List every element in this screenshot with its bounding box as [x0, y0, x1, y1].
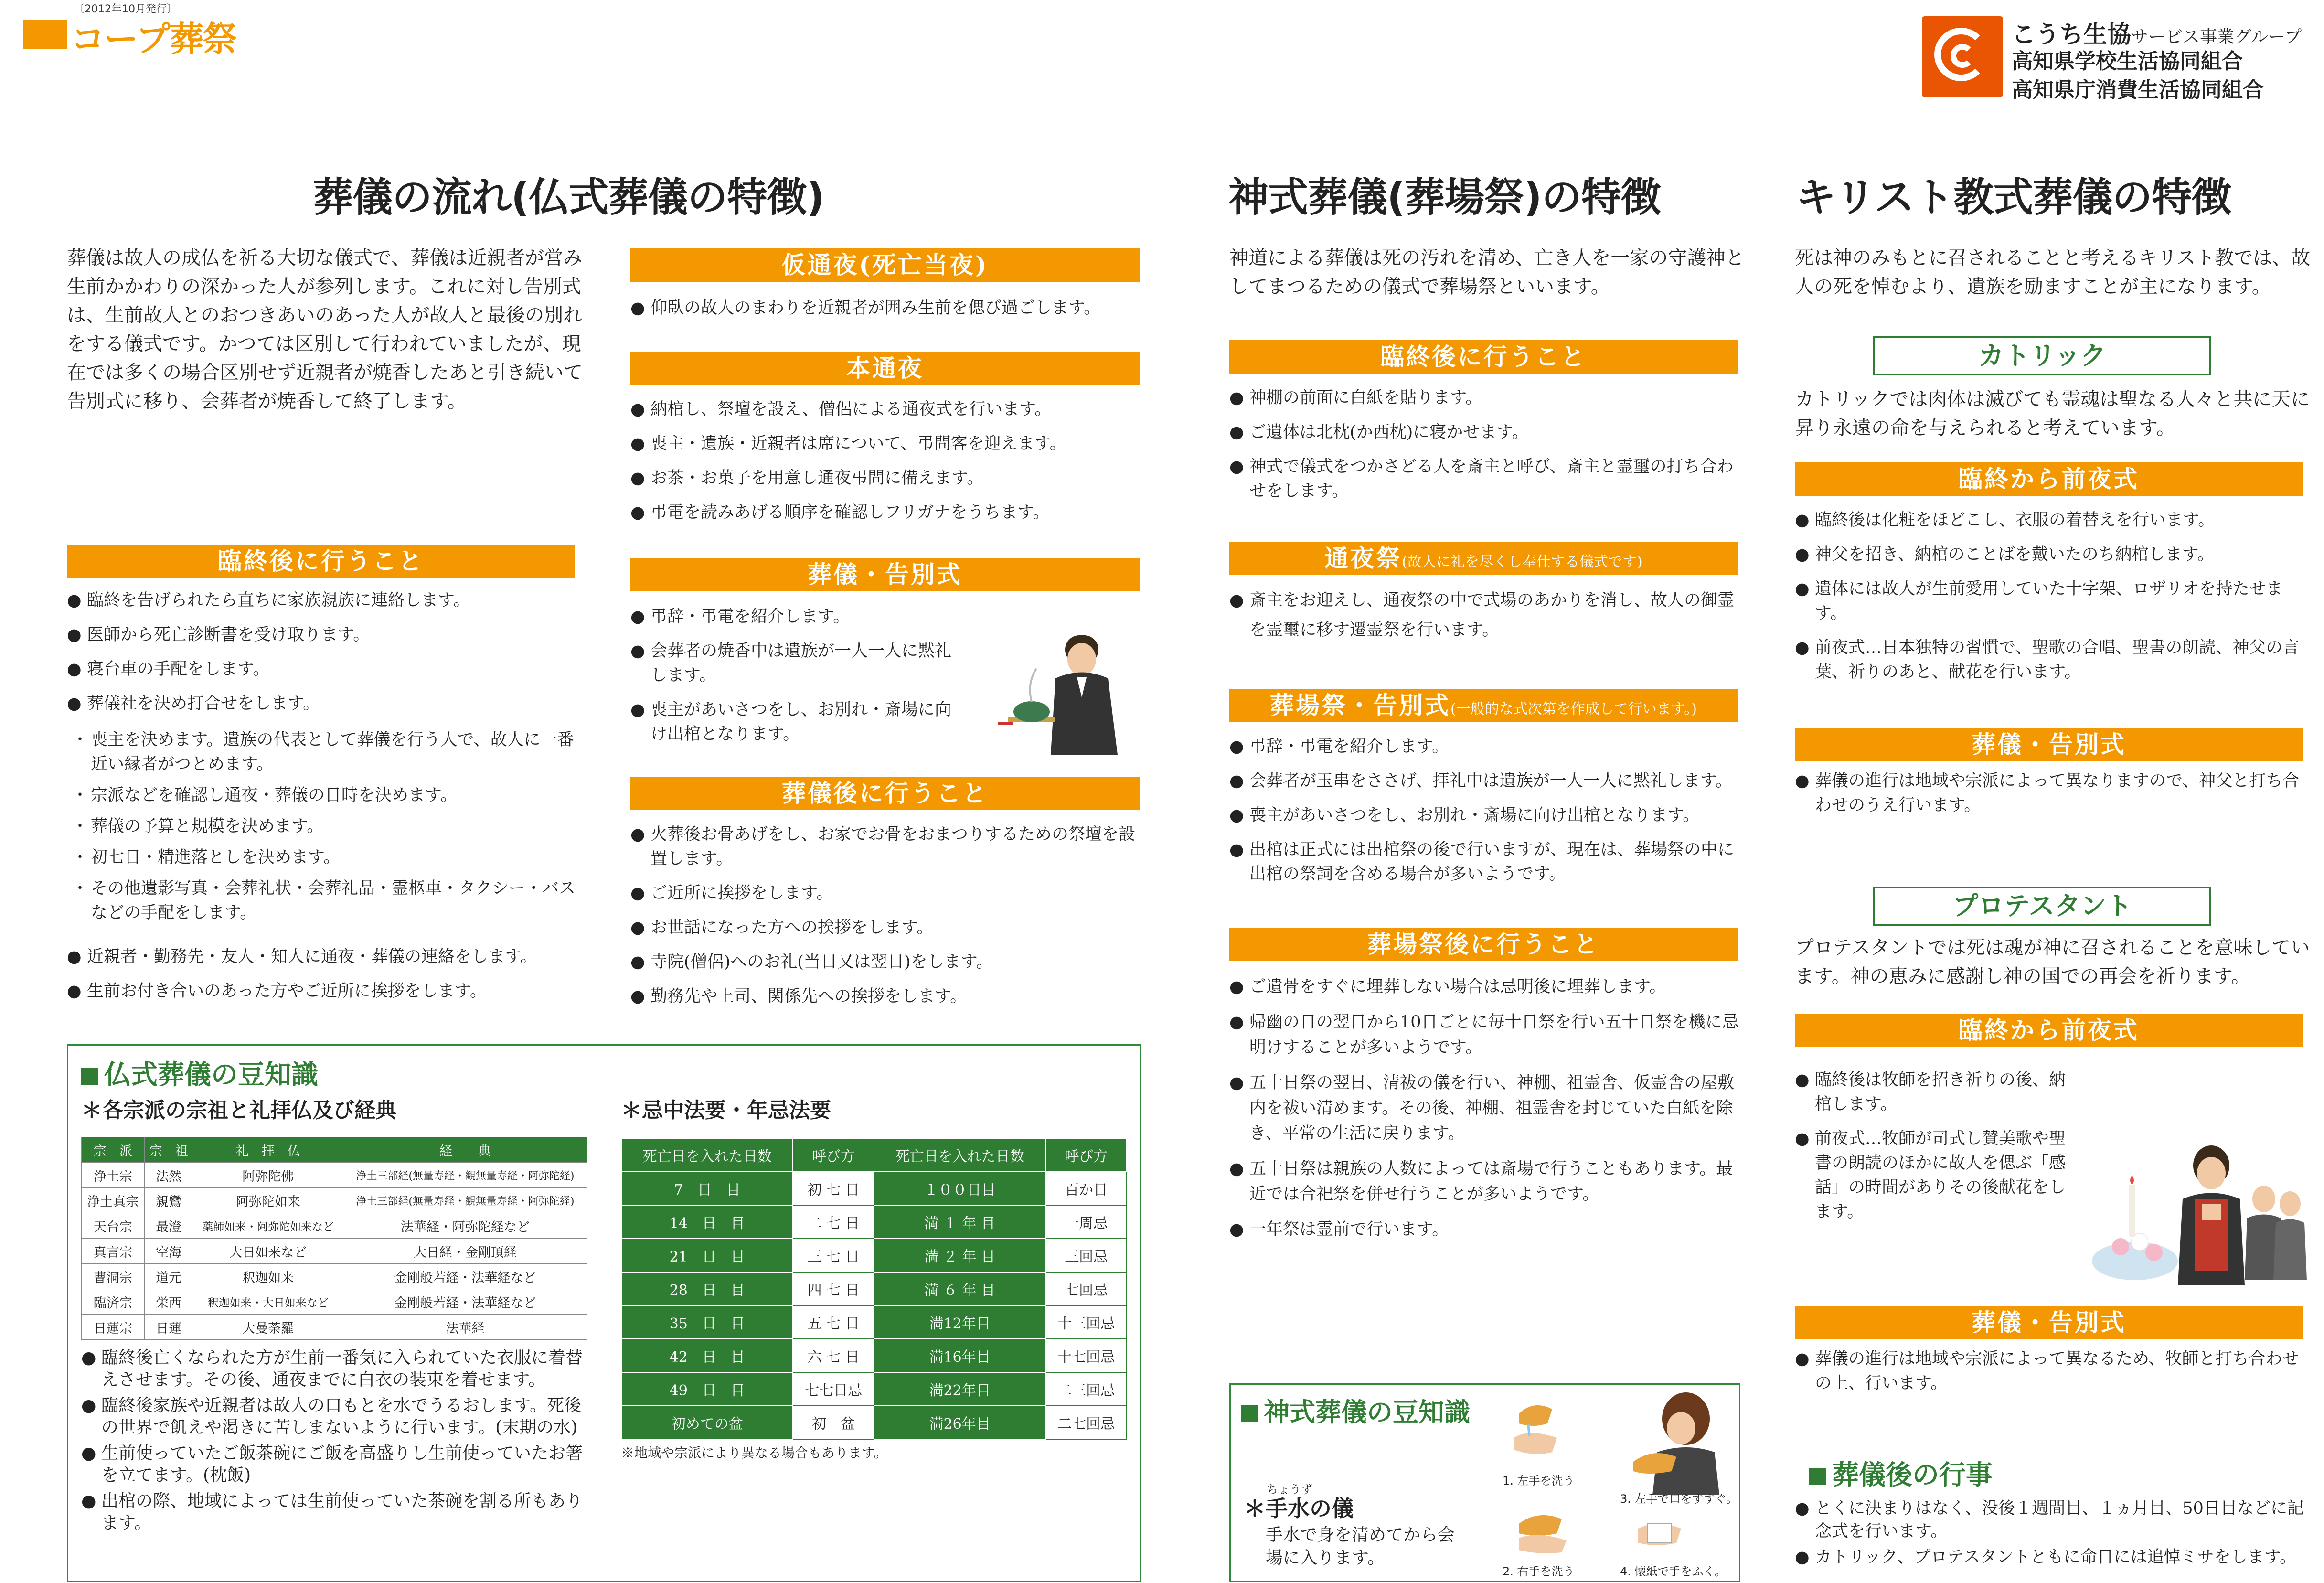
list-item: ● 出棺は正式には出棺祭の後で行いますが、現在は、葬場祭の中に出棺の祭詞を含める場合が多いようです。	[1229, 838, 1745, 887]
list-item: ・ その他遺影写真・会葬礼状・会葬礼品・霊柩車・タクシー・バスなどの手配をします。	[72, 877, 583, 925]
table-header: 呼び方	[793, 1138, 874, 1172]
table-row	[621, 1372, 1127, 1406]
table-cell: 五 七 日	[793, 1305, 874, 1339]
list-item: ● 葬儀社を決め打合せをします。	[67, 692, 583, 716]
sojosai-heading: 葬場祭・告別式(一般的な式次第を作成して行います。)	[1229, 689, 1738, 722]
table-cell: 曹洞宗	[82, 1264, 145, 1289]
list-item: ● 仰臥の故人のまわりを近親者が囲み生前を偲び過ごします。	[630, 296, 1151, 321]
list-item: ● 喪主があいさつをし、お別れ・斎場に向け出棺となります。	[1229, 803, 1745, 828]
catholic-funeral-heading: 葬儀・告別式	[1795, 728, 2303, 761]
list-item: ● カトリック、プロテスタントともに命日には追悼ミサをします。	[1795, 1546, 2311, 1569]
protestant-text: プロテスタントでは死は魂が神に召されることを意味しています。神の恵みに感謝し神の国での再会を祈ります。	[1795, 937, 2310, 987]
table-cell: 法華経・阿弥陀経など	[343, 1213, 587, 1239]
list-item: ● 火葬後お骨あげをし、お家でお骨をおまつりするための祭壇を設置します。	[630, 823, 1151, 871]
tsuyasai-list	[1229, 586, 1745, 655]
table-cell: 満12年目	[874, 1305, 1045, 1339]
step-caption: 1. 左手を洗う	[1503, 1474, 1575, 1487]
table-cell: 七回忌	[1045, 1272, 1127, 1305]
table-row	[621, 1239, 1127, 1272]
list-item: ・ 初七日・精進落としを決めます。	[72, 845, 583, 870]
list-item: ● 臨終後は牧師を招き祈りの後、納棺します。	[1795, 1068, 2072, 1117]
table-cell: 七七日忌	[793, 1372, 874, 1406]
list-item: ● 臨終後は化粧をほどこし、衣服の着替えを行います。	[1795, 508, 2311, 533]
list-item: ● 帰幽の日の翌日から10日ごとに毎十日祭を行い五十日祭を機に忌明けすることが多いようです。	[1229, 1010, 1745, 1060]
table-row	[621, 1205, 1127, 1239]
table-cell: 浄土宗	[82, 1163, 145, 1188]
table-cell: 十三回忌	[1045, 1305, 1127, 1339]
org-name-2: 高知県学校生活協同組合	[2012, 49, 2243, 74]
table-cell: 大日如来など	[193, 1239, 343, 1264]
table-cell: 28 日 目	[621, 1272, 793, 1305]
table-cell: 42 日 目	[621, 1339, 793, 1372]
table-cell: 金剛般若経・法華経など	[343, 1289, 587, 1315]
issue-date: 〔2012年10月発行〕	[74, 3, 177, 15]
list-item: ● 遺体には故人が生前愛用していた十字架、ロザリオを持たせます。	[1795, 577, 2311, 626]
shinto-trivia-title: 神式葬儀の豆知識	[1241, 1392, 1470, 1429]
table-cell: 四 七 日	[793, 1272, 874, 1305]
table-cell: 阿弥陀如来	[193, 1188, 343, 1213]
shinto-after-list	[1229, 974, 1745, 1252]
christian-after-list	[1795, 1497, 2311, 1579]
list-item: ● 弔辞・弔電を紹介します。	[630, 605, 955, 629]
list-item: ● とくに決まりはなく、没後１週間目、１ヵ月目、50日目などに記念式を行います。	[1795, 1497, 2311, 1543]
table-row	[82, 1239, 587, 1264]
buddhist-funeral-heading: 葬儀・告別式	[630, 558, 1140, 591]
list-item: ・ 喪主を決めます。遺族の代表として葬儀を行う人で、故人に一番近い縁者がつとめます。	[72, 728, 583, 777]
sojosai-list	[1229, 735, 1745, 897]
table-cell: 金剛般若経・法華経など	[343, 1264, 587, 1289]
catholic-wake-heading: 臨終から前夜式	[1795, 462, 2303, 496]
table-row	[82, 1289, 587, 1315]
table-header: 礼 拝 仏	[193, 1137, 343, 1163]
list-item: ● 喪主・遺族・近親者は席について、弔問客を迎えます。	[630, 432, 1151, 456]
buddhist-arrangement-sublist	[72, 728, 583, 932]
table-cell: 満22年目	[874, 1372, 1045, 1406]
table-cell: 21 日 目	[621, 1239, 793, 1272]
catholic-funeral-list	[1795, 769, 2311, 828]
buddhist-after-funeral-list	[630, 823, 1151, 1019]
table-cell: 親鸞	[144, 1188, 193, 1213]
list-item: ● 勤務先や上司、関係先への挨拶をします。	[630, 984, 1151, 1009]
list-item: ● 斎主をお迎えし、通夜祭の中で式場のあかりを消し、故人の御霊を霊璽に移す遷霊祭を行います。	[1229, 586, 1745, 645]
list-item: ・ 葬儀の予算と規模を決めます。	[72, 814, 583, 839]
list-item: ● 五十日祭の翌日、清祓の儀を行い、神棚、祖霊舎、仮霊舎の屋敷内を祓い清めます。その後、神棚、祖霊舎を封じていた白紙を除き、平常の生活に戻ります。	[1229, 1070, 1745, 1146]
list-item: ● 葬儀の進行は地域や宗派によって異なるため、牧師と打ち合わせの上、行います。	[1795, 1347, 2311, 1396]
shinto-after-death-list	[1229, 386, 1745, 513]
tsuyasai-heading: 通夜祭(故人に礼を尽くし奉仕する儀式です)	[1229, 542, 1738, 575]
table-header: 宗 祖	[144, 1137, 193, 1163]
table-cell: 真言宗	[82, 1239, 145, 1264]
table-cell: 二 七 日	[793, 1205, 874, 1239]
table-row	[621, 1172, 1127, 1205]
hand-wash-right-illustration	[1509, 1505, 1576, 1557]
mourner-incense-illustration	[998, 621, 1151, 755]
table-cell: 道元	[144, 1264, 193, 1289]
hontsuya-list	[630, 397, 1151, 535]
catholic-text: カトリックでは肉体は滅びても霊魂は聖なる人々と共に天に昇り永遠の命を与えられると考えています。	[1795, 388, 2310, 439]
table-cell: 日蓮	[144, 1315, 193, 1340]
table-cell: 満 １ 年 目	[874, 1205, 1045, 1239]
hand-washing-illustration	[1500, 1395, 1576, 1471]
shinto-after-heading: 葬場祭後に行うこと	[1229, 928, 1738, 961]
table-cell: 浄土三部経(無量寿経・観無量寿経・阿弥陀経)	[343, 1188, 587, 1213]
table-cell: 14 日 目	[621, 1205, 793, 1239]
list-item: ● 生前お付き合いのあった方やご近所に挨拶をします。	[67, 979, 583, 1004]
coop-sousai-logo: コープ葬祭	[71, 19, 236, 59]
table-cell: 満16年目	[874, 1339, 1045, 1372]
sects-table-title: ＊各宗派の宗祖と礼拝仏及び経典	[81, 1098, 396, 1123]
list-item: ● 前夜式…牧師が司式し賛美歌や聖書の朗読のほかに故人を偲ぶ「感話」の時間がありその後献花をします。	[1795, 1127, 2072, 1224]
table-cell: 二三回忌	[1045, 1372, 1127, 1406]
table-cell: 満 ６ 年 目	[874, 1272, 1045, 1305]
table-cell: 大日経・金剛頂経	[343, 1239, 587, 1264]
hontsuya-heading: 本通夜	[630, 352, 1140, 385]
table-row	[82, 1264, 587, 1289]
list-item: ● ご遺体は北枕(か西枕)に寝かせます。	[1229, 420, 1745, 445]
table-header: 経 典	[343, 1137, 587, 1163]
table-cell: 35 日 目	[621, 1305, 793, 1339]
table-cell: 日蓮宗	[82, 1315, 145, 1340]
table-cell: 栄西	[144, 1289, 193, 1315]
table-cell: 初 七 日	[793, 1172, 874, 1205]
list-item: ● 会葬者が玉串をささげ、拝礼中は遺族が一人一人に黙礼します。	[1229, 769, 1745, 793]
chozu-text: 手水で身を清めてから会場に入ります。	[1266, 1525, 1455, 1568]
table-cell: 最澄	[144, 1213, 193, 1239]
wipe-hands-illustration	[1624, 1505, 1691, 1557]
table-cell: 満26年目	[874, 1406, 1045, 1439]
list-item: ● 弔辞・弔電を紹介します。	[1229, 735, 1745, 759]
list-item: ● 弔電を読みあげる順序を確認しフリガナをうちます。	[630, 501, 1151, 525]
list-item: ● 葬儀の進行は地域や宗派によって異なりますので、神父と打ち合わせのうえ行います。	[1795, 769, 2311, 818]
org-name-1: こうち生協サービス事業グループ	[2012, 21, 2302, 48]
chozu-title: ＊手水の儀	[1244, 1496, 1354, 1521]
chozu-ruby: ちょうず	[1267, 1483, 1312, 1496]
karitsuya-heading: 仮通夜(死亡当夜)	[630, 248, 1140, 282]
table-cell: 二七回忌	[1045, 1406, 1127, 1439]
table-header: 宗 派	[82, 1137, 145, 1163]
table-row	[82, 1188, 587, 1213]
list-item: ● 喪主があいさつをし、お別れ・斎場に向け出棺となります。	[630, 698, 955, 747]
memorial-table	[621, 1138, 1127, 1440]
table-cell: 浄土三部経(無量寿経・観無量寿経・阿弥陀経)	[343, 1163, 587, 1188]
table-cell: 十七回忌	[1045, 1339, 1127, 1372]
list-item: ・ 宗派などを確認し通夜・葬儀の日時を決めます。	[72, 783, 583, 808]
kochi-seikyo-logo-icon	[1922, 16, 2003, 97]
step-caption: 3. 左手で口をすすぐ。	[1620, 1492, 1738, 1506]
table-cell: 六 七 日	[793, 1339, 874, 1372]
table-cell: 三 七 日	[793, 1239, 874, 1272]
buddhist-funeral-list	[630, 605, 955, 757]
table-row	[82, 1213, 587, 1239]
protestant-funeral-heading: 葬儀・告別式	[1795, 1306, 2303, 1339]
table-header: 死亡日を入れた日数	[874, 1138, 1045, 1172]
table-cell: 初めての盆	[621, 1406, 793, 1439]
table-header: 呼び方	[1045, 1138, 1127, 1172]
protestant-funeral-list	[1795, 1347, 2311, 1406]
table-cell: １００日目	[874, 1172, 1045, 1205]
table-cell: 空海	[144, 1239, 193, 1264]
list-item: ● 寝台車の手配をします。	[67, 657, 583, 682]
table-cell: 法華経	[343, 1315, 587, 1340]
buddhist-intro: 葬儀は故人の成仏を祈る大切な儀式で、葬儀は近親者が営み生前かかわりの深かった人が参列します。これに対し告別式は、生前故人とのおつきあいのあった人が故人と最後の別れをする儀式です。かつては区別して行われていましたが、現在では多くの場合区別せず近親者が焼香したあと引き続いて告別式に移り、会葬者が焼香して終了します。	[67, 247, 583, 412]
table-cell: 三回忌	[1045, 1239, 1127, 1272]
list-item: ● 臨終後亡くなられた方が生前一番気に入られていた衣服に着替えさせます。その後、通夜までに白衣の装束を着せます。	[81, 1347, 597, 1391]
buddhist-trivia-title: 仏式葬儀の豆知識	[81, 1054, 318, 1092]
pastor-prayer-illustration	[2092, 1127, 2307, 1285]
table-cell: 大曼荼羅	[193, 1315, 343, 1340]
org-name-3: 高知県庁消費生活協同組合	[2012, 78, 2264, 102]
list-item: ● 前夜式…日本独特の習慣で、聖歌の合唱、聖書の朗読、神父の言葉、祈りのあと、献花を行います。	[1795, 636, 2311, 685]
buddhist-after-death-list	[67, 588, 583, 718]
protestant-wake-list	[1795, 1068, 2072, 1234]
list-item: ● 一年祭は霊前で行います。	[1229, 1217, 1745, 1242]
table-cell: 阿弥陀佛	[193, 1163, 343, 1188]
christian-after-title: 葬儀後の行事	[1809, 1454, 1993, 1492]
table-row	[621, 1339, 1127, 1372]
buddhist-after-funeral-heading: 葬儀後に行うこと	[630, 777, 1140, 810]
table-cell: 百か日	[1045, 1172, 1127, 1205]
list-item: ● ご近所に挨拶をします。	[630, 881, 1151, 906]
list-item: ● 臨終を告げられたら直ちに家族親族に連絡します。	[67, 588, 583, 613]
shinto-intro: 神道による葬儀は死の汚れを清め、亡き人を一家の守護神としてまつるための儀式で葬場祭といいます。	[1229, 247, 1745, 298]
table-row	[621, 1272, 1127, 1305]
table-row	[82, 1315, 587, 1340]
table-cell: 法然	[144, 1163, 193, 1188]
mouth-rinse-illustration	[1614, 1390, 1729, 1495]
buddhist-after-death-list-2	[67, 945, 583, 1014]
shinto-after-death-heading: 臨終後に行うこと	[1229, 340, 1738, 374]
table-cell: 薬師如来・阿弥陀如来など	[193, 1213, 343, 1239]
table-cell: 浄土真宗	[82, 1188, 145, 1213]
table-cell: 釈迦如来・大日如来など	[193, 1289, 343, 1315]
list-item: ● お茶・お菓子を用意し通夜弔問に備えます。	[630, 466, 1151, 491]
table-cell: 天台宗	[82, 1213, 145, 1239]
list-item: ● 生前使っていたご飯茶碗にご飯を高盛りし生前使っていたお箸を立てます。(枕飯)	[81, 1443, 597, 1487]
list-item: ● 五十日祭は親族の人数によっては斎場で行うこともあります。最近では合祀祭を併せ行うことが多いようです。	[1229, 1156, 1745, 1207]
shinto-title: 神式葬儀(葬場祭)の特徴	[1228, 174, 1661, 221]
table-cell: 満 ２ 年 目	[874, 1239, 1045, 1272]
buddhist-trivia-list	[81, 1347, 597, 1538]
table-cell: 7 日 目	[621, 1172, 793, 1205]
logo-square-icon	[23, 20, 67, 49]
list-item: ● お世話になった方への挨拶をします。	[630, 916, 1151, 940]
table-cell: 臨済宗	[82, 1289, 145, 1315]
list-item: ● 神棚の前面に白紙を貼ります。	[1229, 386, 1745, 410]
step-caption: 4. 懐紙で手をふく。	[1620, 1565, 1727, 1578]
list-item: ● ご遺骨をすぐに埋葬しない場合は忌明後に埋葬します。	[1229, 974, 1745, 1000]
list-item: ● 医師から死亡診断書を受け取ります。	[67, 623, 583, 647]
list-item: ● 近親者・勤務先・友人・知人に通夜・葬儀の連絡をします。	[67, 945, 583, 969]
list-item: ● 寺院(僧侶)へのお礼(当日又は翌日)をします。	[630, 950, 1151, 974]
buddhist-title: 葬儀の流れ(仏式葬儀の特徴)	[313, 174, 824, 221]
list-item: ● 納棺し、祭壇を設え、僧侶による通夜式を行います。	[630, 397, 1151, 422]
table-cell: 49 日 目	[621, 1372, 793, 1406]
table-row	[621, 1406, 1127, 1439]
table-row	[621, 1305, 1127, 1339]
christian-title: キリスト教式葬儀の特徴	[1796, 174, 2231, 221]
karitsuya-list	[630, 296, 1151, 331]
table-row	[82, 1163, 587, 1188]
memorial-table-title: ＊忌中法要・年忌法要	[621, 1098, 831, 1123]
table-cell: 釈迦如来	[193, 1264, 343, 1289]
catholic-label: カトリック	[1873, 336, 2211, 375]
catholic-wake-list	[1795, 508, 2311, 695]
list-item: ● 出棺の際、地域によっては生前使っていた茶碗を割る所もあります。	[81, 1490, 597, 1534]
table-cell: 一周忌	[1045, 1205, 1127, 1239]
protestant-label: プロテスタント	[1873, 887, 2211, 926]
list-item: ● 臨終後家族や近親者は故人の口もとを水でうるおします。死後の世界で飢えや渇きに苦しまないように行います。(末期の水)	[81, 1395, 597, 1439]
sects-table	[81, 1137, 587, 1340]
buddhist-after-death-heading: 臨終後に行うこと	[67, 545, 575, 578]
list-item: ● 神式で儀式をつかさどる人を斎主と呼び、斎主と霊璽の打ち合わせをします。	[1229, 455, 1745, 503]
table-header: 死亡日を入れた日数	[621, 1138, 793, 1172]
memorial-table-note: ※地域や宗派により異なる場合もあります。	[621, 1445, 887, 1461]
list-item: ● 会葬者の焼香中は遺族が一人一人に黙礼します。	[630, 639, 955, 688]
protestant-wake-heading: 臨終から前夜式	[1795, 1014, 2303, 1047]
list-item: ● 神父を招き、納棺のことばを戴いたのち納棺します。	[1795, 543, 2311, 567]
step-caption: 2. 右手を洗う	[1503, 1565, 1575, 1578]
table-cell: 初 盆	[793, 1406, 874, 1439]
christian-intro: 死は神のみもとに召されることと考えるキリスト教では、故人の死を悼むより、遺族を励ますことが主になります。	[1795, 247, 2311, 298]
